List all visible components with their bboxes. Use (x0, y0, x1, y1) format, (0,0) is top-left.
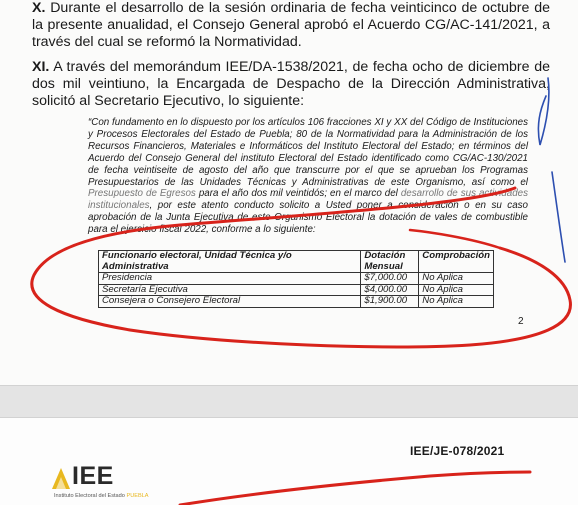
quote-part-5: , por este atento conducto solicito a Usted poner a consideración o en su caso aprobación de la Junta Ejecutiva de este Organismo Electoral la dotación de vales de combustible para el ejercicio fiscal 2022, conforme a lo siguiente: (88, 200, 528, 236)
paragraph-xi (32, 59, 550, 110)
quote-part-4: desarrollo de sus actividades institucionales (88, 188, 528, 212)
iee-logo (50, 462, 170, 505)
table-cell: No Aplica (419, 273, 494, 285)
iee-logo-mark-icon (50, 465, 72, 491)
quote-part-1: “Con fundamento en lo dispuesto por los artículos 106 fracciones XI y XX del Código de Instituciones y Procesos Electorales del Estado de Puebla; 80 de la Normatividad para la Administración de los Recursos Financieros, Materiales e Informáticos del Instituto Electoral del Estado; en términos del Acuerdo del Consejo General del instituto Electoral del Estado identificado como CG/AC-130/2021 de fecha veintiseite de agosto del año que transcurre por el que se aprueban los Programas Presupuestarios de las Unidades Técnicas y Administrativas de este Organismo, así como el (88, 117, 528, 188)
page-number: 2 (518, 316, 524, 327)
table-header-cell: Dotación Mensual (361, 251, 419, 273)
table-cell: Consejera o Consejero Electoral (99, 296, 361, 308)
quote-part-3: para el año dos mil veintidós; en el marco del (198, 188, 398, 200)
table-row (99, 296, 494, 308)
table-cell: No Aplica (419, 284, 494, 296)
memorandum-quote (88, 117, 528, 236)
table-header-cell: Comprobación (419, 251, 494, 273)
table-cell: $4,000.00 (361, 284, 419, 296)
document-reference: IEE/JE-078/2021 (410, 444, 505, 458)
table-cell: Secretaría Ejecutiva (99, 284, 361, 296)
table-header-cell: Funcionario electoral, Unidad Técnica y/o Administrativa (99, 251, 361, 273)
paragraph-x-number: X. (32, 0, 46, 16)
table-row (99, 284, 494, 296)
paragraph-x-text: Durante el desarrollo de la sesión ordinaria de fecha veinticinco de octubre de la presente anualidad, el Consejo General aprobó el Acuerdo CG/AC-141/2021, a través del cual se reformó la Normatividad. (32, 0, 550, 50)
paragraph-xi-number: XI. (32, 59, 50, 75)
quote-part-2: Presupuesto de Egresos (88, 188, 196, 200)
fuel-voucher-table (98, 250, 494, 308)
logo-subtitle-line-2: PUEBLA (126, 493, 149, 499)
table-cell: Presidencia (99, 273, 361, 285)
logo-subtitle-line-1: Instituto Electoral del Estado (54, 493, 125, 499)
table-header-row (99, 251, 494, 273)
paragraph-xi-text: A través del memorándum IEE/DA-1538/2021, de fecha ocho de diciembre de dos mil veintiuno, la Encargada de Despacho de la Dirección Administrativa, solicitó al Secretario Ejecutivo, lo siguiente: (32, 59, 550, 109)
table-cell: No Aplica (419, 296, 494, 308)
logo-text: IEE (72, 462, 114, 490)
paragraph-x (32, 0, 550, 51)
table-cell: $7,000.00 (361, 273, 419, 285)
table-cell: $1,900.00 (361, 296, 419, 308)
table-row (99, 273, 494, 285)
logo-subtitle (54, 493, 149, 499)
page-separator (0, 385, 578, 418)
